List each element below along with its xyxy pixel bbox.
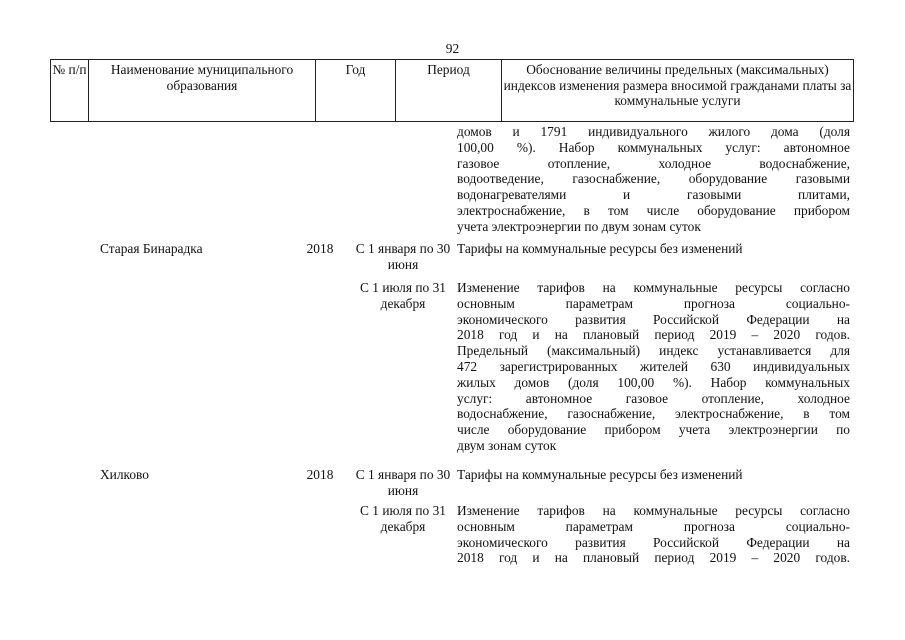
text-line: числе оборудование прибором учета электроэнергии по: [457, 422, 850, 438]
basis-first-half: Тарифы на коммунальные ресурсы без изменений: [457, 241, 743, 256]
text-line: электроснабжение, в том числе оборудование прибором: [457, 202, 850, 218]
period-second-half: С 1 июля по 31 декабря: [360, 503, 446, 534]
header-period: Период: [396, 60, 502, 121]
text-line: водоотведение, газоснабжение, оборудование газовыми: [457, 171, 850, 187]
header-year: Год: [316, 60, 396, 121]
period-first-half: С 1 января по 30 июня: [355, 241, 451, 272]
header-basis: Обоснование величины предельных (максимальных) индексов изменения размера вносимой гражданами платы за коммунальные услуги: [503, 62, 852, 108]
text-line: 100,00 %). Набор коммунальных услуг: автономное: [457, 139, 850, 155]
basis-first-half: Тарифы на коммунальные ресурсы без изменений: [457, 467, 743, 482]
basis-second-half: [457, 503, 850, 566]
header-number: № п/п: [51, 60, 89, 121]
continuation-text: [457, 124, 850, 235]
period-first-half: С 1 января по 30 июня: [355, 467, 451, 498]
period-second-half: С 1 июля по 31 декабря: [360, 280, 446, 311]
text-line: экономического развития Российской Федерации на: [457, 534, 850, 550]
text-line: водонагревателями и газовыми плитами,: [457, 187, 850, 203]
text-line: основным параметрам прогноза социально-: [457, 295, 850, 311]
text-line: 2018 год и на плановый период 2019 – 2020 годов.: [457, 327, 850, 343]
row-year: 2018: [306, 467, 334, 482]
row-year: 2018: [306, 241, 334, 256]
municipality-name: Старая Бинарадка: [100, 241, 203, 256]
text-line: услуг: автономное газовое отопление, холодное: [457, 390, 850, 406]
header-municipality: Наименование муниципального образования: [89, 60, 316, 121]
text-line: Предельный (максимальный) индекс устанавливается для: [457, 343, 850, 359]
text-line: Изменение тарифов на коммунальные ресурсы согласно: [457, 503, 850, 518]
text-line: домов и 1791 индивидуального жилого дома (доля: [457, 124, 850, 139]
text-line: газовое отопление, холодное водоснабжение,: [457, 155, 850, 171]
text-line: жилых домов (доля 100,00 %). Набор коммунальных: [457, 374, 850, 390]
text-line: Изменение тарифов на коммунальные ресурсы согласно: [457, 280, 850, 295]
table-header: [50, 59, 854, 122]
text-line: 2018 год и на плановый период 2019 – 2020 годов.: [457, 550, 850, 566]
text-line: 472 зарегистрированных жителей 630 индивидуальных: [457, 358, 850, 374]
basis-second-half: [457, 280, 850, 454]
text-line: учета электроэнергии по двум зонам суток: [457, 218, 701, 234]
text-line: экономического развития Российской Федерации на: [457, 311, 850, 327]
page-number: 92: [445, 41, 460, 56]
text-line: двум зонам суток: [457, 437, 557, 453]
municipality-name: Хилково: [100, 467, 149, 482]
text-line: основным параметрам прогноза социально-: [457, 518, 850, 534]
text-line: водоснабжение, газоснабжение, электроснабжение, в том: [457, 406, 850, 422]
